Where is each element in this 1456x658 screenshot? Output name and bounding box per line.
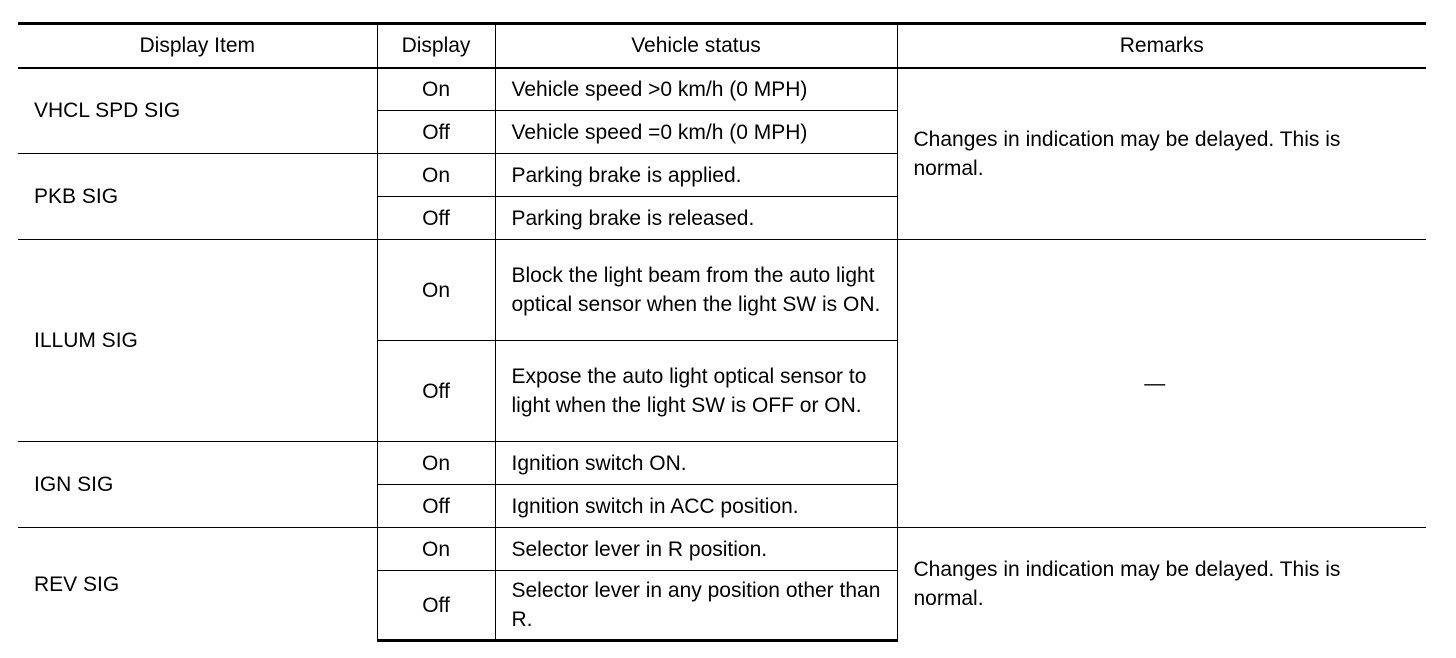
vehicle-status-cell: Ignition switch ON. <box>495 442 897 485</box>
vehicle-status-cell: Block the light beam from the auto light optical sensor when the light SW is ON. <box>495 240 897 341</box>
table-row <box>18 240 1426 341</box>
display-value-cell: On <box>377 154 495 197</box>
display-item-cell: VHCL SPD SIG <box>18 68 377 154</box>
vehicle-status-cell: Parking brake is applied. <box>495 154 897 197</box>
display-item-cell: PKB SIG <box>18 154 377 240</box>
display-value-cell: Off <box>377 197 495 240</box>
vehicle-status-cell: Ignition switch in ACC position. <box>495 485 897 528</box>
remarks-cell: — <box>897 240 1426 528</box>
display-item-cell: IGN SIG <box>18 442 377 528</box>
display-value-cell: Off <box>377 111 495 154</box>
display-value-cell: On <box>377 528 495 571</box>
signal-display-table <box>18 22 1426 642</box>
header-remarks: Remarks <box>897 24 1426 68</box>
remarks-cell: Changes in indication may be delayed. This is normal. <box>897 528 1426 641</box>
display-value-cell: On <box>377 240 495 341</box>
vehicle-status-cell: Expose the auto light optical sensor to light when the light SW is OFF or ON. <box>495 341 897 442</box>
vehicle-status-cell: Selector lever in R position. <box>495 528 897 571</box>
vehicle-status-cell: Vehicle speed =0 km/h (0 MPH) <box>495 111 897 154</box>
header-vehicle-status: Vehicle status <box>495 24 897 68</box>
table-row <box>18 68 1426 111</box>
header-display-item: Display Item <box>18 24 377 68</box>
vehicle-status-cell: Selector lever in any position other than R. <box>495 571 897 641</box>
table-row <box>18 528 1426 571</box>
vehicle-status-cell: Vehicle speed >0 km/h (0 MPH) <box>495 68 897 111</box>
display-item-cell: ILLUM SIG <box>18 240 377 442</box>
header-display: Display <box>377 24 495 68</box>
remarks-cell: Changes in indication may be delayed. This is normal. <box>897 68 1426 240</box>
display-value-cell: Off <box>377 341 495 442</box>
vehicle-status-cell: Parking brake is released. <box>495 197 897 240</box>
display-value-cell: Off <box>377 571 495 641</box>
display-value-cell: On <box>377 442 495 485</box>
display-item-cell: REV SIG <box>18 528 377 641</box>
display-value-cell: Off <box>377 485 495 528</box>
table-header-row <box>18 24 1426 68</box>
display-value-cell: On <box>377 68 495 111</box>
